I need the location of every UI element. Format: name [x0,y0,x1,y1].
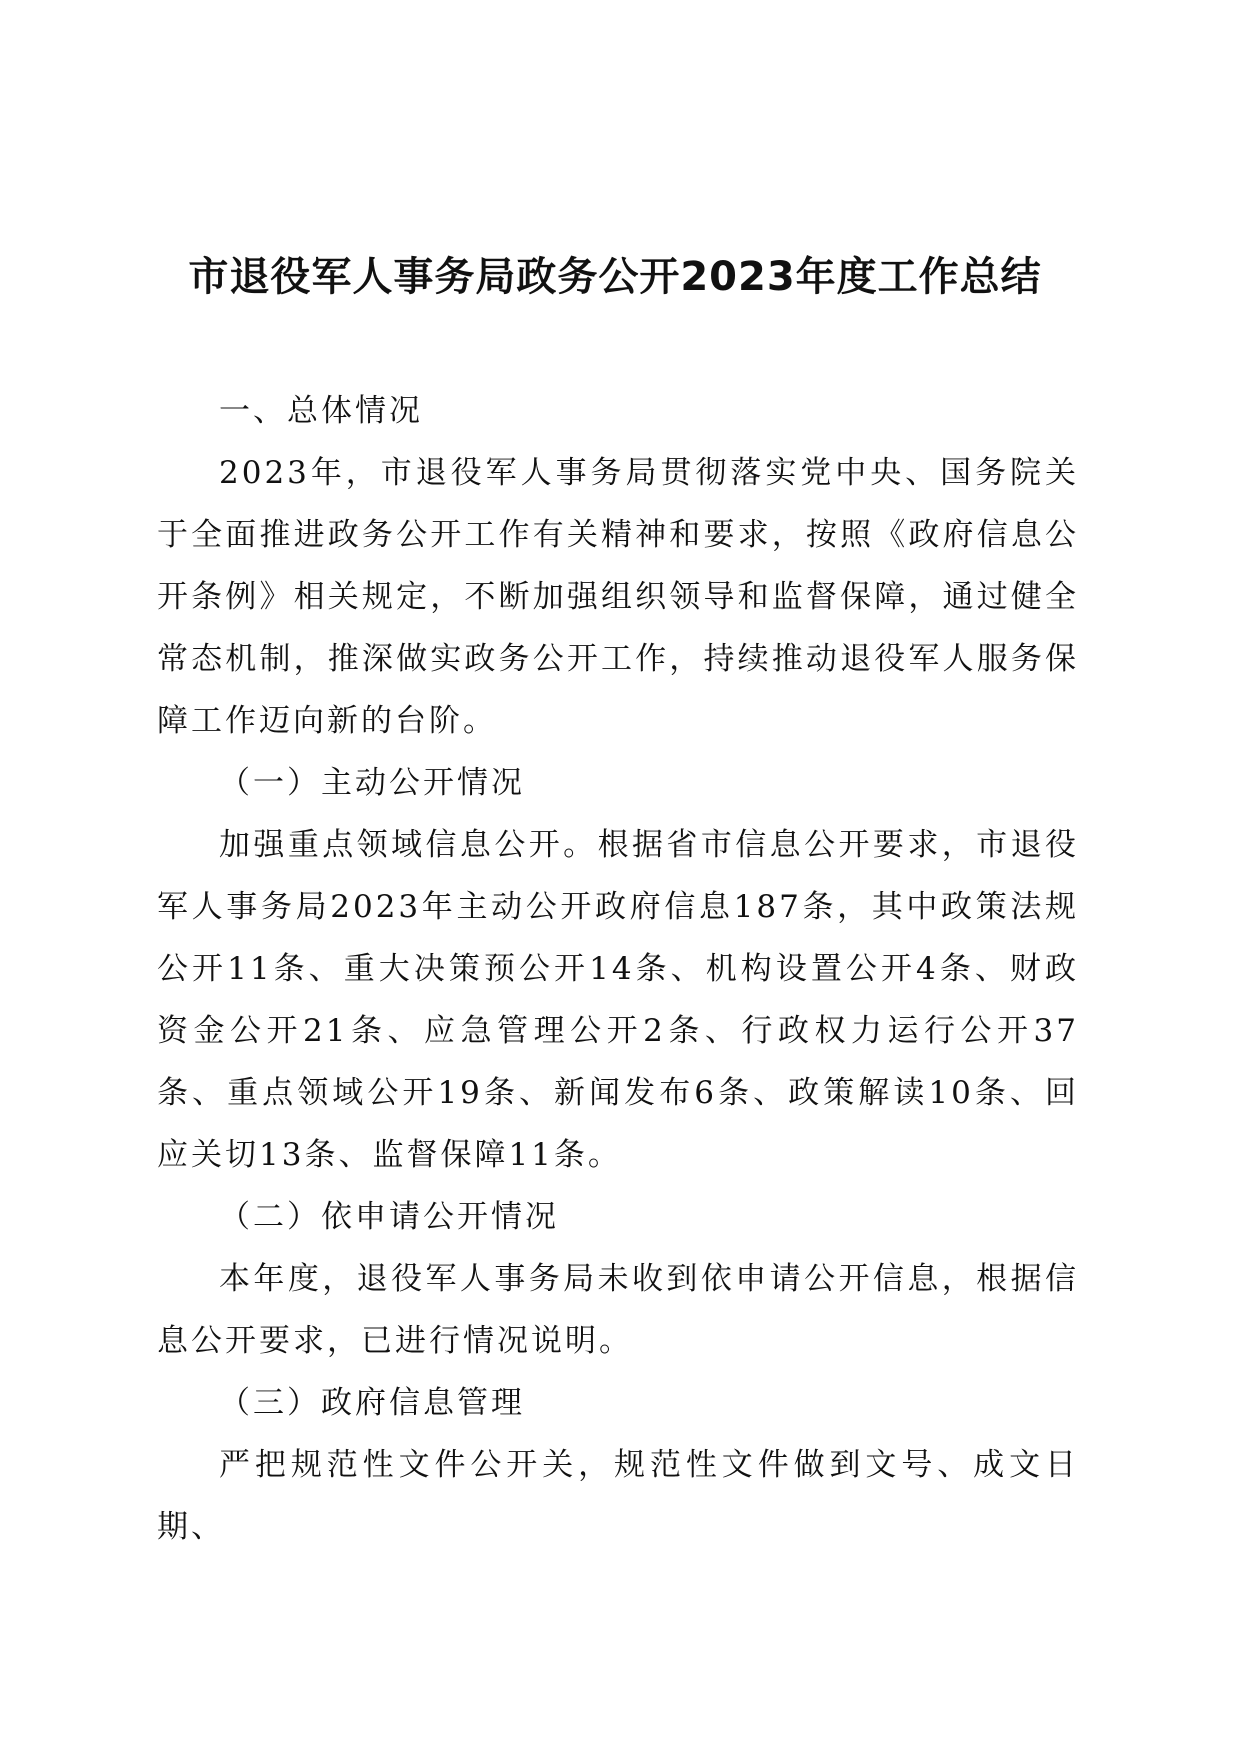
section-heading-information-management: （三）政府信息管理 [219,1385,525,1421]
paragraph-application-disclosure: 本年度，退役军人事务局未收到依申请公开信息，根据信息公开要求，已进行情况说明。 [157,1261,1079,1359]
section-heading-proactive-disclosure: （一）主动公开情况 [219,765,525,801]
paragraph-information-management: 严把规范性文件公开关，规范性文件做到文号、成文日期、 [157,1447,1079,1545]
document-body [157,380,1079,1558]
section-heading-application-disclosure: （二）依申请公开情况 [219,1199,559,1235]
paragraph-proactive-disclosure: 加强重点领域信息公开。根据省市信息公开要求，市退役军人事务局2023年主动公开政府信息187条，其中政策法规公开11条、重大决策预公开14条、机构设置公开4条、财政资金公开21条、应急管理公开2条、行政权力运行公开37条、重点领域公开19条、新闻发布6条、政策解读10条、回应关切13条、监督保障11条。 [157,827,1079,1173]
section-heading-overview: 一、总体情况 [219,393,423,429]
document-title: 市退役军人事务局政务公开2023年度工作总结 [188,253,1042,300]
paragraph-overview: 2023年，市退役军人事务局贯彻落实党中央、国务院关于全面推进政务公开工作有关精神和要求，按照《政府信息公开条例》相关规定，不断加强组织领导和监督保障，通过健全常态机制，推深做实政务公开工作，持续推动退役军人服务保障工作迈向新的台阶。 [157,455,1079,739]
